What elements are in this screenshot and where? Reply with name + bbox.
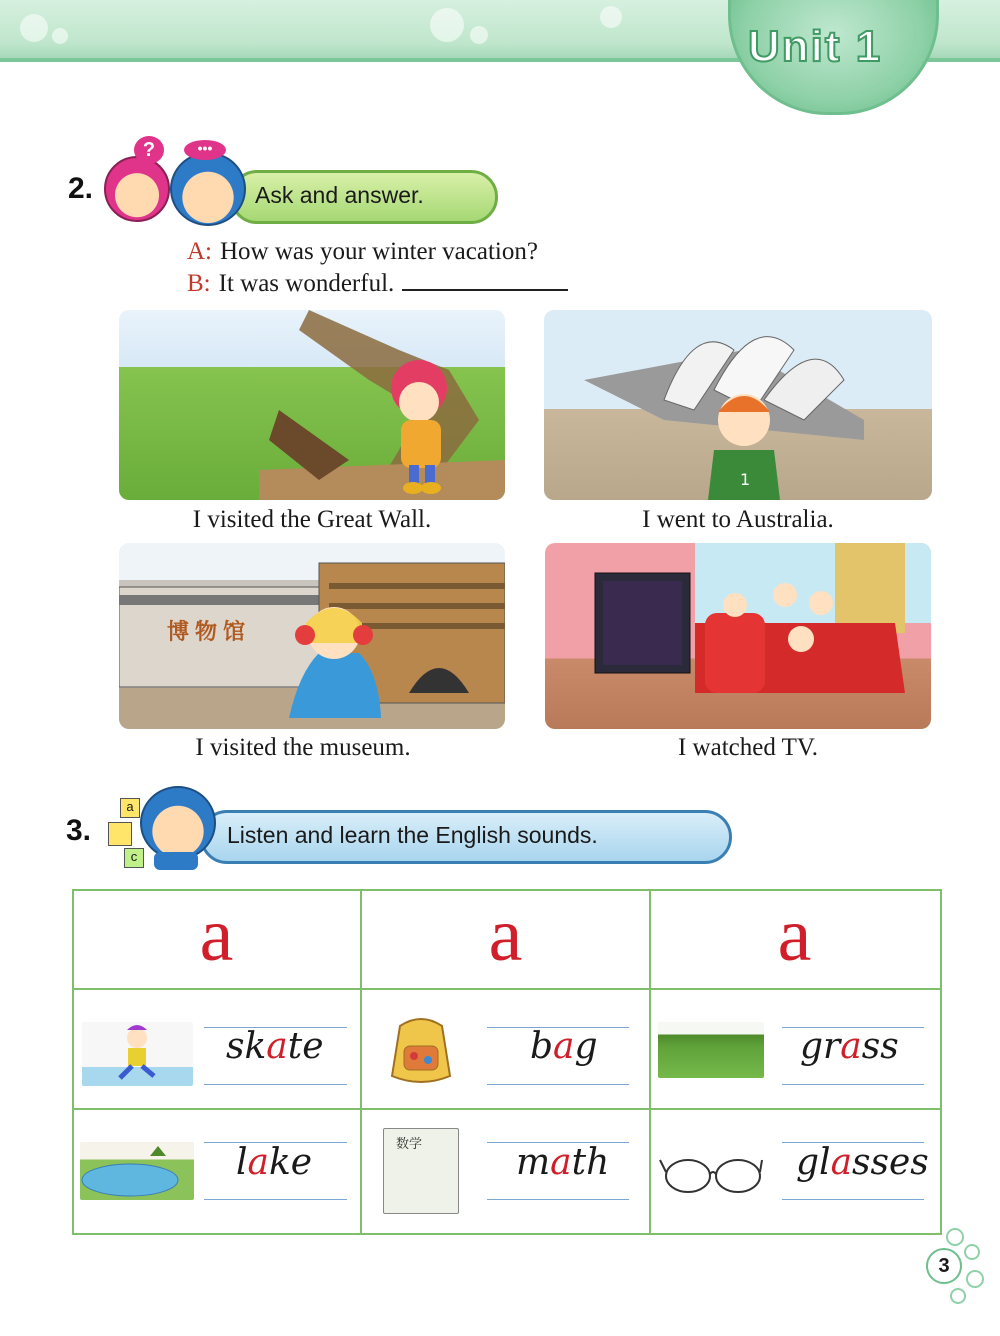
letter-a-header: a xyxy=(777,893,812,977)
word-highlight: a xyxy=(266,1026,288,1067)
letter-block-c-icon: c xyxy=(124,848,144,868)
word-part: sses xyxy=(852,1142,929,1183)
table-divider xyxy=(72,988,940,990)
word-part: ss xyxy=(861,1026,899,1067)
lake-picture xyxy=(80,1142,194,1200)
watching-tv-picture xyxy=(545,543,931,729)
word-highlight: a xyxy=(830,1142,853,1183)
word-part: te xyxy=(287,1026,324,1067)
great-wall-picture xyxy=(119,310,505,500)
dialogue-text-a: How was your winter vacation? xyxy=(220,238,538,265)
section-3-title: Listen and learn the English sounds. xyxy=(227,822,598,848)
word-part: gl xyxy=(796,1142,831,1183)
letter-a-header: a xyxy=(488,893,523,977)
bubble-decoration xyxy=(20,14,48,42)
word-glasses xyxy=(796,1142,929,1183)
word-highlight: a xyxy=(247,1142,269,1183)
dialogue-text-b: It was wonderful. xyxy=(218,270,395,297)
word-part: sk xyxy=(226,1026,267,1067)
lake-icon xyxy=(80,1142,194,1200)
great-wall-illustration-icon xyxy=(119,310,505,500)
bubble-decoration xyxy=(52,28,68,44)
speaker-b: B: xyxy=(187,270,211,297)
word-part: l xyxy=(236,1142,248,1183)
word-part: ke xyxy=(268,1142,313,1183)
skater-icon xyxy=(82,1022,193,1086)
dialogue-line-b xyxy=(187,270,568,298)
mascot-body-icon xyxy=(154,852,198,870)
section-2-title: Ask and answer. xyxy=(255,182,424,208)
section-3-number: 3. xyxy=(66,814,92,847)
caption-australia: I went to Australia. xyxy=(642,506,834,533)
svg-text:1: 1 xyxy=(740,470,751,489)
dialogue-line-a xyxy=(187,238,538,266)
section-2-banner xyxy=(230,170,498,224)
speech-bubble-icon: ••• xyxy=(184,140,226,160)
living-room-illustration-icon xyxy=(545,543,931,729)
bag-picture xyxy=(380,1016,462,1086)
glasses-picture xyxy=(658,1146,764,1196)
letter-a-header: a xyxy=(199,893,234,977)
australia-picture xyxy=(544,310,932,500)
glasses-icon xyxy=(658,1146,764,1196)
page-number: 3 xyxy=(926,1248,962,1284)
word-math xyxy=(516,1142,609,1183)
word-grass xyxy=(800,1026,899,1067)
speaker-a: A: xyxy=(187,238,212,265)
question-bubble-icon: ? xyxy=(134,136,164,164)
word-part: gr xyxy=(800,1026,841,1067)
letter-block-a-icon: a xyxy=(120,798,140,818)
caption-museum: I visited the museum. xyxy=(195,734,411,761)
book-label: 数学 xyxy=(396,1137,423,1152)
answer-blank xyxy=(402,271,568,291)
opera-house-illustration-icon xyxy=(544,310,932,500)
word-lake xyxy=(236,1142,312,1183)
word-highlight: a xyxy=(550,1142,572,1183)
word-part: m xyxy=(516,1142,551,1183)
mascot-boy-icon xyxy=(170,152,246,226)
bubble-decoration xyxy=(600,6,622,28)
math-book-picture xyxy=(383,1128,459,1214)
letter-block-b-icon xyxy=(108,822,132,846)
word-part: g xyxy=(574,1026,598,1067)
word-part: b xyxy=(530,1026,554,1067)
museum-sign: 博物馆 xyxy=(167,619,252,644)
skate-picture xyxy=(82,1022,193,1086)
caption-tv: I watched TV. xyxy=(677,734,818,761)
word-highlight: a xyxy=(840,1026,862,1067)
bubble-decoration xyxy=(950,1288,966,1304)
section-2-number: 2. xyxy=(68,172,94,205)
word-skate xyxy=(226,1026,324,1067)
bubble-decoration xyxy=(966,1270,984,1288)
grass-picture xyxy=(658,1022,764,1078)
mascot-girl-icon xyxy=(104,156,170,222)
caption-great-wall: I visited the Great Wall. xyxy=(192,506,432,533)
bubble-decoration xyxy=(430,8,464,42)
table-divider xyxy=(72,1108,940,1110)
bubble-decoration xyxy=(946,1228,964,1246)
word-part: th xyxy=(571,1142,610,1183)
museum-picture xyxy=(119,543,505,729)
section-3-banner xyxy=(200,810,732,864)
bubble-decoration xyxy=(964,1244,980,1260)
unit-label: Unit 1 xyxy=(748,22,883,71)
bubble-decoration xyxy=(470,26,488,44)
mascot-boy-icon xyxy=(140,786,216,860)
word-highlight: a xyxy=(553,1026,575,1067)
word-bag xyxy=(530,1026,598,1067)
backpack-icon xyxy=(380,1016,462,1086)
